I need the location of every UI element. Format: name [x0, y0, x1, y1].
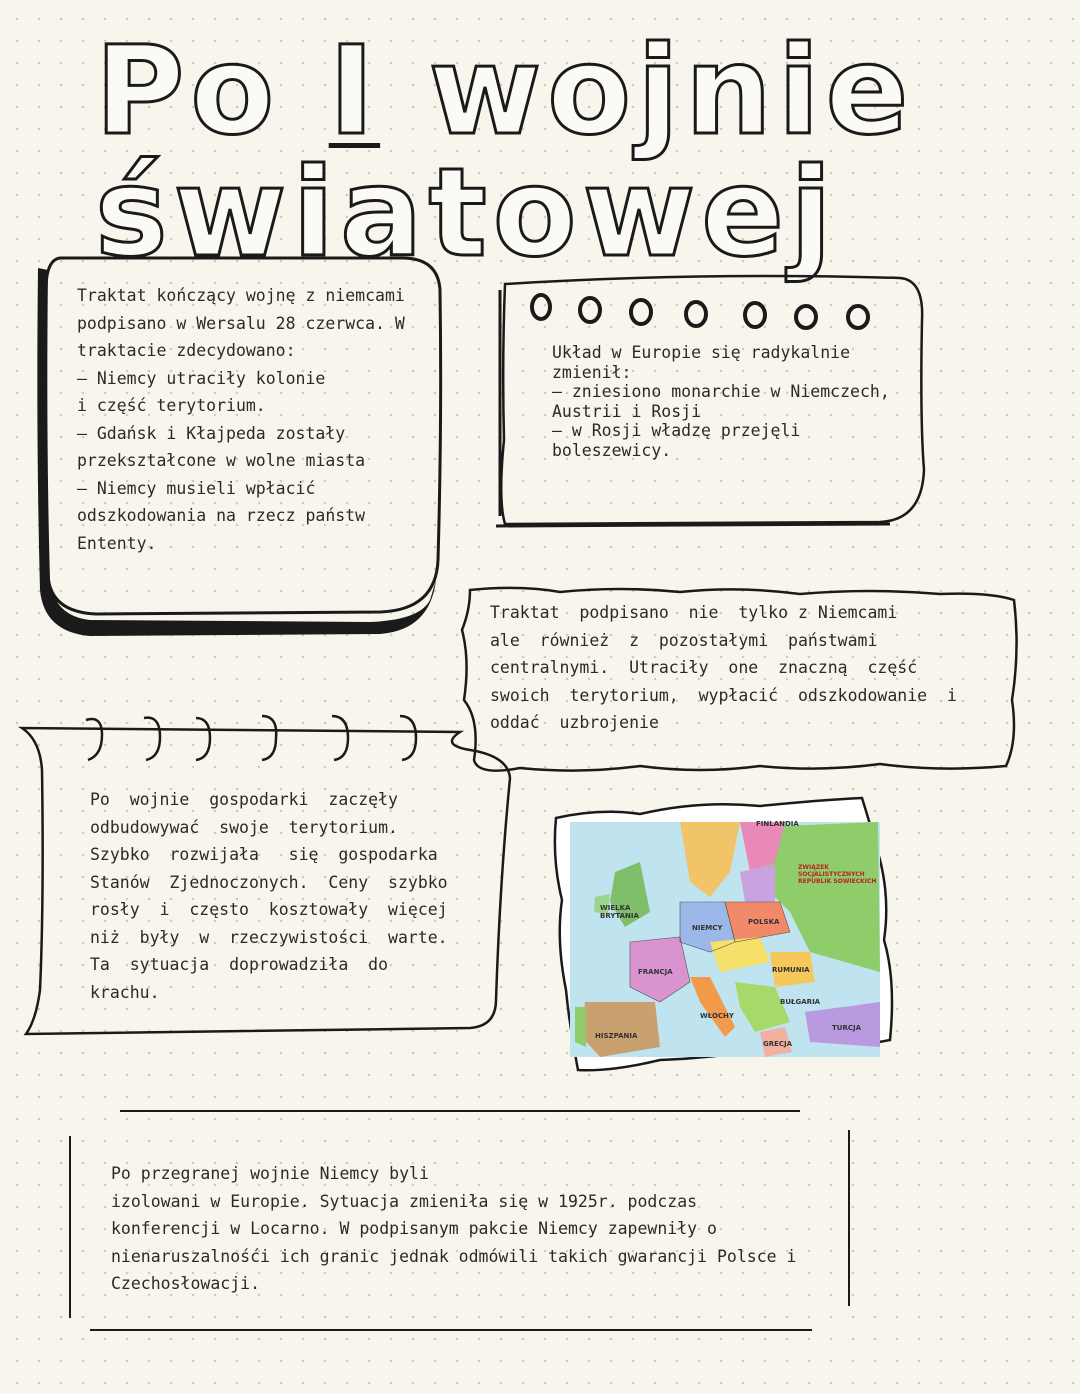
box1-text: Traktat kończący wojnę z niemcami podpisano w Wersalu 28 czerwca. W traktacie zdecydowano: – Niemcy utraciły kolonie i część terytorium. – Gdańsk i Kłajpeda zostały przekształcone w wolne miasta – Niemcy musieli wpłacić odszkodowania na rzecz państw Ententy.	[77, 286, 405, 553]
box4-text: Po wojnie gospodarki zaczęły odbudowywać swoje terytorium. Szybko rozwijała się gospodarka Stanów Zjednoczonych. Ceny szybko rosły i często kosztowały więcej niż były w rzeczywistości warte. Ta sytuacja doprowadziła do krachu.	[90, 790, 448, 1002]
title-prefix: Po	[95, 20, 329, 162]
box3-text: Traktat podpisano nie tylko z Niemcami ale również z pozostałymi państwami centralnymi. Utraciły one znaczną część swoich terytorium, wypłacić odszkodowanie i oddać uzbrojenie	[490, 603, 957, 732]
map-label-rumunia: RUMUNIA	[772, 966, 810, 974]
box2-text: Układ w Europie się radykalnie zmienił: – zniesiono monarchie w Niemczech, Austrii i Rosji – w Rosji władzę przejęli boleszewicy.	[552, 343, 890, 460]
map-label-wielka-brytania: WIELKA BRYTANIA	[600, 904, 639, 920]
europe-map	[560, 802, 890, 1072]
map-label-bulgaria: BUŁGARIA	[780, 998, 821, 1006]
map-label-finlandia: FINLANDIA	[756, 820, 799, 828]
map-label-francja: FRANCJA	[638, 968, 673, 976]
box5-text: Po przegranej wojnie Niemcy byli izolowani w Europie. Sytuacja zmieniła się w 1925r. podczas konferencji w Locarno. W podpisanym pakcie Niemcy zapewniły o nienaruszalnośći ich granic jednak odmówili takich gwarancji Polsce i Czechosłowacji.	[111, 1164, 797, 1293]
box2-rings	[532, 295, 868, 328]
map-label-turcja: TURCJA	[832, 1024, 862, 1032]
map-label-grecja: GRECJA	[763, 1040, 793, 1048]
title-rest: wojnie światowej	[95, 20, 915, 284]
map-label-zwiazek: ZWIĄZEK SOCJALISTYCZNYCH REPUBLIK SOWIECKICH	[798, 864, 877, 885]
map-label-wlochy: WŁOCHY	[700, 1012, 734, 1020]
box4-rings	[86, 716, 416, 760]
map-label-hiszpania: HISZPANIA	[595, 1032, 638, 1040]
map-label-niemcy: NIEMCY	[692, 924, 723, 932]
title-roman-numeral: I	[328, 20, 381, 162]
map-label-polska: POLSKA	[748, 918, 780, 926]
